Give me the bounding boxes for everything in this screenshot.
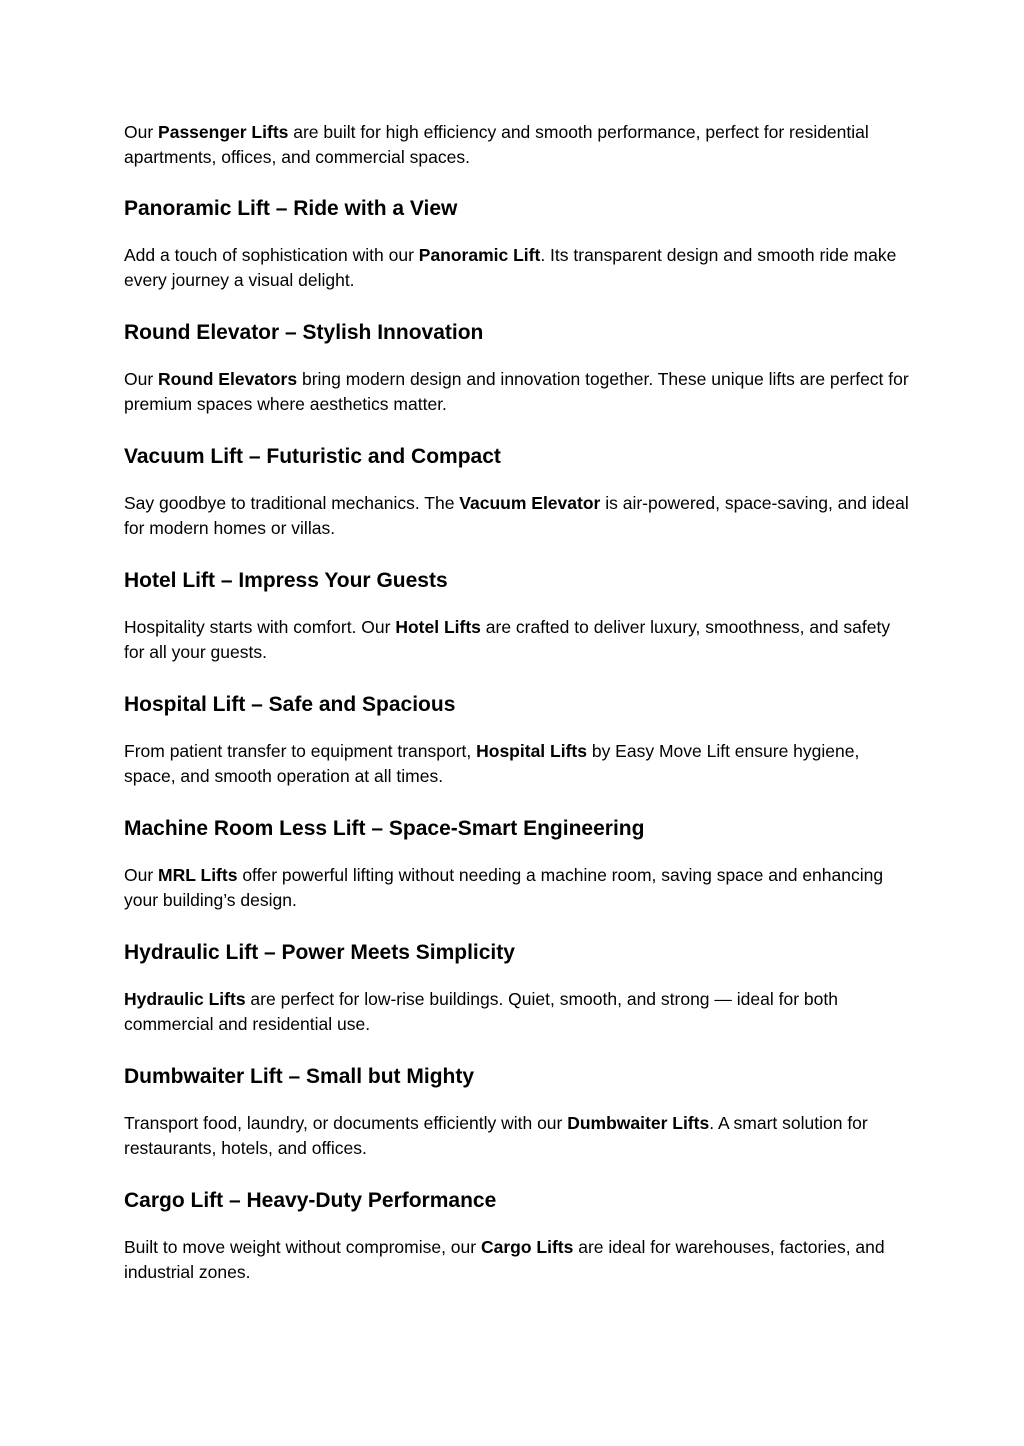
section-paragraph: [124, 615, 914, 665]
section-heading: Dumbwaiter Lift – Small but Mighty: [124, 1065, 475, 1088]
section-heading: Vacuum Lift – Futuristic and Compact: [124, 445, 501, 468]
section-text-post: is air-powered, space-saving, and ideal for modern homes or villas.: [124, 493, 909, 538]
section-text-post: are perfect for low-rise buildings. Quiet, smooth, and strong — ideal for both commercial and residential use.: [124, 989, 838, 1034]
section-panoramic-lift: [124, 195, 914, 293]
section-text-post: . A smart solution for restaurants, hotels, and offices.: [124, 1113, 868, 1158]
intro-text-bold: Passenger Lifts: [158, 122, 289, 142]
section-text-pre: Our: [124, 865, 159, 885]
section-heading: Hospital Lift – Safe and Spacious: [124, 693, 456, 716]
section-paragraph: [124, 243, 914, 293]
section-heading: Hotel Lift – Impress Your Guests: [124, 569, 448, 592]
section-text-bold: Round Elevators: [158, 369, 298, 389]
section-text-bold: MRL Lifts: [158, 865, 238, 885]
section-paragraph: [124, 987, 914, 1037]
section-text-post: by Easy Move Lift ensure hygiene, space, and smooth operation at all times.: [124, 741, 860, 786]
intro-text-pre: Our: [124, 122, 159, 142]
section-heading: Cargo Lift – Heavy-Duty Performance: [124, 1189, 497, 1212]
document-body: [124, 120, 914, 1311]
section-hospital-lift: [124, 691, 914, 789]
section-dumbwaiter-lift: [124, 1063, 914, 1161]
section-text-bold: Hospital Lifts: [476, 741, 587, 761]
section-round-elevator: [124, 319, 914, 417]
section-text-bold: Hotel Lifts: [395, 617, 481, 637]
section-text-bold: Vacuum Elevator: [459, 493, 601, 513]
section-text-bold: Panoramic Lift: [418, 245, 541, 265]
section-text-post: are crafted to deliver luxury, smoothness, and safety for all your guests.: [124, 617, 891, 662]
section-text-pre: Built to move weight without compromise, our: [124, 1237, 481, 1257]
section-paragraph: [124, 367, 914, 417]
section-vacuum-lift: [124, 443, 914, 541]
section-hydraulic-lift: [124, 939, 914, 1037]
section-text-pre: Hospitality starts with comfort. Our: [124, 617, 396, 637]
section-text-pre: Our: [124, 369, 159, 389]
section-text-pre: Transport food, laundry, or documents efficiently with our: [124, 1113, 568, 1133]
section-text-post: bring modern design and innovation together. These unique lifts are perfect for premium spaces where aesthetics matter.: [124, 369, 909, 414]
section-hotel-lift: [124, 567, 914, 665]
intro-text-post: are built for high efficiency and smooth performance, perfect for residential apartments, offices, and commercial spaces.: [124, 122, 869, 167]
intro-paragraph: [124, 120, 914, 170]
section-text-post: are ideal for warehouses, factories, and industrial zones.: [124, 1237, 885, 1282]
section-heading: Round Elevator – Stylish Innovation: [124, 321, 484, 344]
section-paragraph: [124, 863, 914, 913]
section-paragraph: [124, 739, 914, 789]
section-cargo-lift: [124, 1187, 914, 1285]
section-text-bold: Dumbwaiter Lifts: [567, 1113, 710, 1133]
section-paragraph: [124, 491, 914, 541]
section-text-pre: Say goodbye to traditional mechanics. The: [124, 493, 460, 513]
section-text-post: offer powerful lifting without needing a machine room, saving space and enhancing your building’s design.: [124, 865, 884, 910]
section-heading: Panoramic Lift – Ride with a View: [124, 197, 458, 220]
section-text-bold: Cargo Lifts: [480, 1237, 574, 1257]
section-heading: Hydraulic Lift – Power Meets Simplicity: [124, 941, 515, 964]
section-text-post: . Its transparent design and smooth ride make every journey a visual delight.: [124, 245, 897, 290]
section-mrl-lift: [124, 815, 914, 913]
section-paragraph: [124, 1111, 914, 1161]
section-text-pre: From patient transfer to equipment transport,: [124, 741, 477, 761]
section-text-pre: Add a touch of sophistication with our: [124, 245, 419, 265]
section-paragraph: [124, 1235, 914, 1285]
section-heading: Machine Room Less Lift – Space-Smart Engineering: [124, 817, 645, 840]
section-text-bold: Hydraulic Lifts: [124, 989, 246, 1009]
